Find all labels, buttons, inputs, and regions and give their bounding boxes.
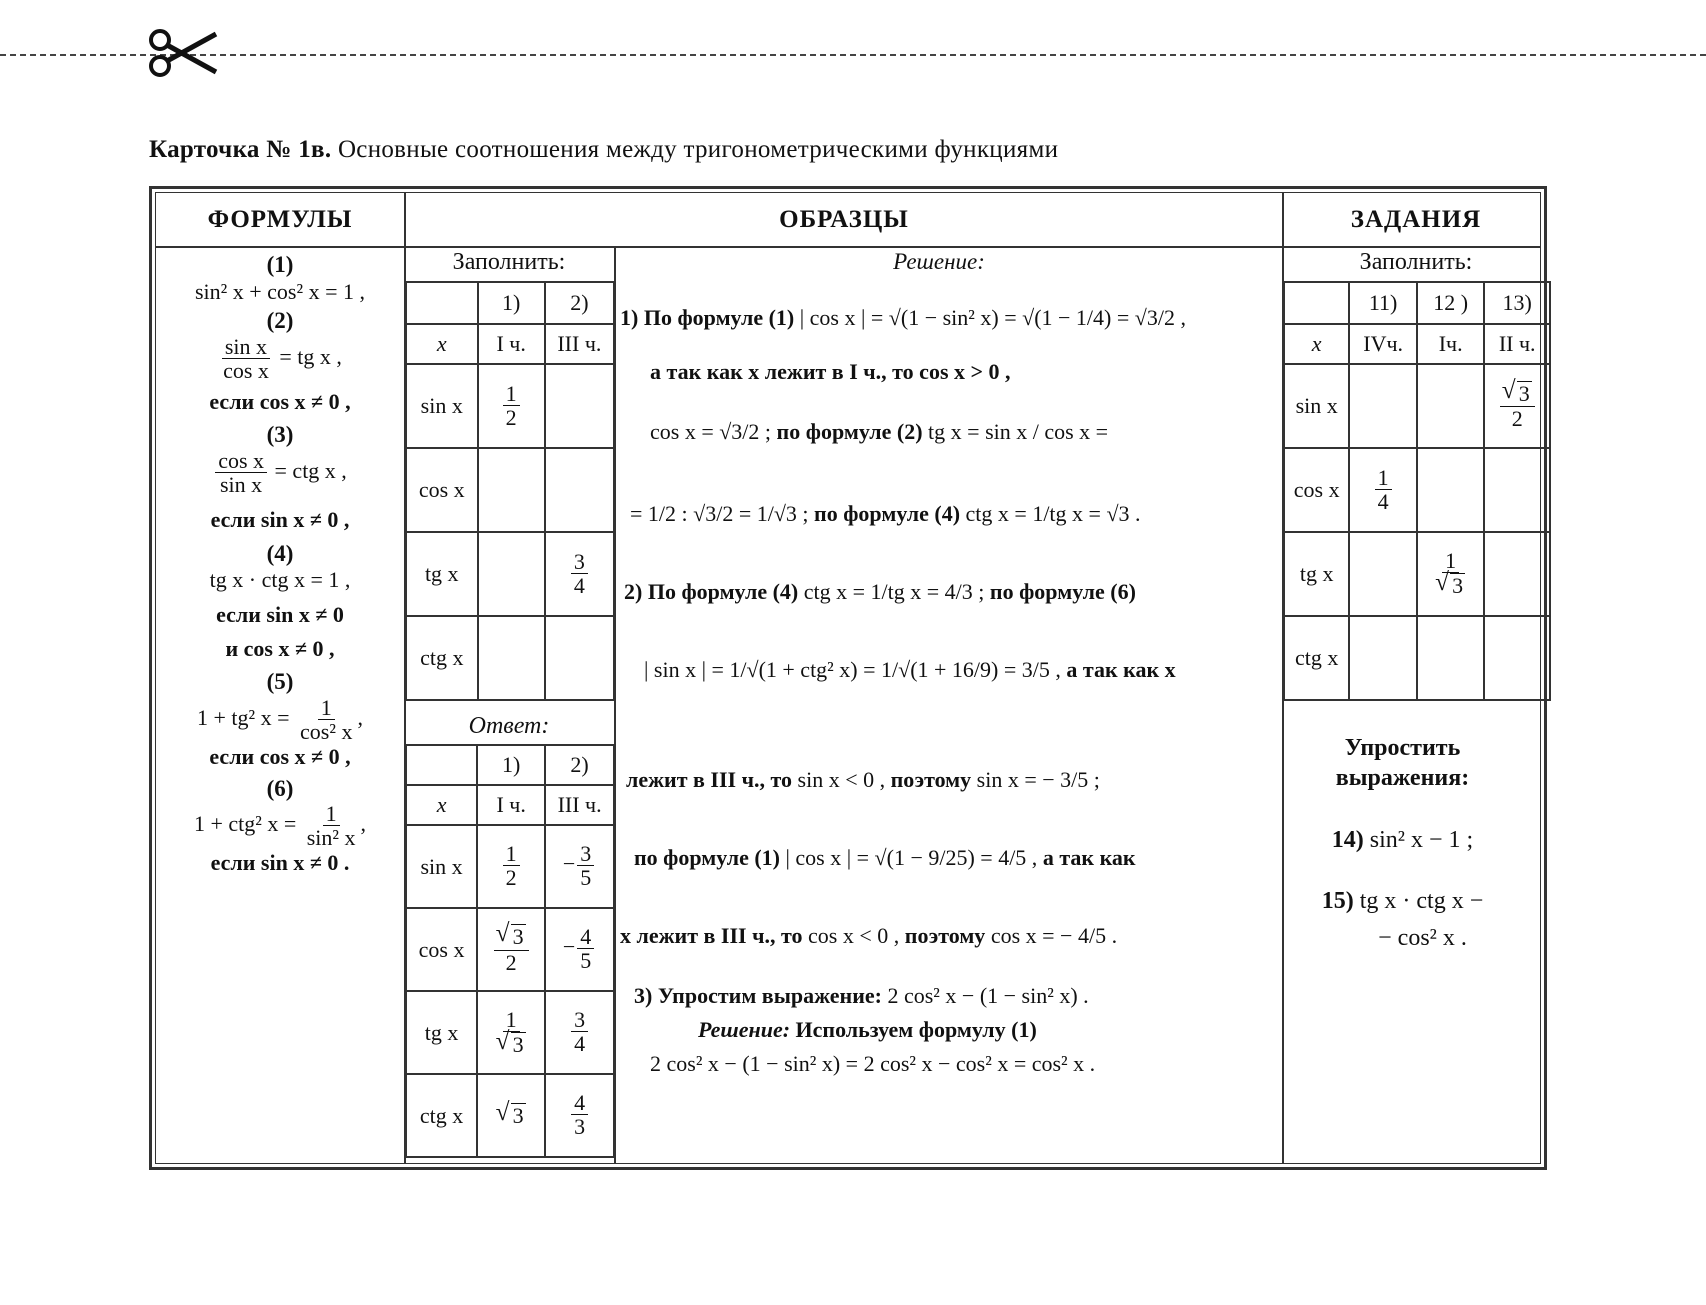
fill-row-sin: sin x bbox=[406, 364, 478, 448]
divider-solution bbox=[614, 247, 616, 1163]
simplify-title: Упростить выражения: bbox=[1335, 735, 1470, 791]
cut-line bbox=[0, 54, 1706, 56]
answer-tg-1: 1 √ 3 bbox=[477, 991, 545, 1074]
formula-2-condition: если cos x ≠ 0 , bbox=[209, 388, 351, 414]
answer-ctg-2: $\frac{4}{3}$ bbox=[545, 1074, 614, 1157]
fill-sin-1[interactable]: $\frac{1}{2}$ bbox=[478, 364, 545, 448]
solution-line-6: | sin x | = 1/√(1 + ctg² x) = 1/√(1 + 16/9) = 3/5 , а так как x bbox=[644, 657, 1176, 682]
formula-6-condition: если sin x ≠ 0 . bbox=[210, 850, 350, 876]
solution-line-7: лежит в III ч., то sin x < 0 , поэтому sin x = − 3/5 ; bbox=[626, 767, 1100, 792]
answer-x-label: x bbox=[406, 785, 477, 825]
tasks-ctg-13[interactable] bbox=[1484, 616, 1550, 700]
answer-tg-2: $\frac{3}{4}$ bbox=[545, 991, 614, 1074]
fill-quarter-3: III ч. bbox=[545, 324, 614, 364]
answer-col-2: 2) bbox=[545, 745, 614, 785]
solution-title: Решение: bbox=[893, 249, 985, 274]
tasks-tg-11[interactable] bbox=[1349, 532, 1417, 616]
formula-5-number: (5) bbox=[266, 669, 294, 695]
tasks-title: Заполнить: bbox=[1359, 249, 1473, 275]
fill-sin-2[interactable] bbox=[545, 364, 614, 448]
answer-quarter-1: I ч. bbox=[477, 785, 545, 825]
tasks-cos-11[interactable]: $\frac{1}{4}$ bbox=[1349, 448, 1417, 532]
task-15-continued: − cos² x . bbox=[1378, 925, 1467, 951]
tasks-sin-11[interactable] bbox=[1349, 364, 1417, 448]
solution-line-3: cos x = √3/2 ; по формуле (2) tg x = sin x / cos x = bbox=[650, 419, 1109, 444]
tasks-col-12: 12 ) bbox=[1417, 282, 1485, 324]
header-tasks: ЗАДАНИЯ bbox=[1350, 206, 1482, 233]
answer-sin-2: − $\frac{3}{5}$ bbox=[545, 825, 614, 908]
solution-line-11: Решение: Используем формулу (1) bbox=[698, 1017, 1037, 1042]
answer-row-sin: sin x bbox=[406, 825, 477, 908]
answer-row-tg: tg x bbox=[406, 991, 477, 1074]
tasks-x-label: x bbox=[1284, 324, 1349, 364]
solution-line-4: = 1/2 : √3/2 = 1/√3 ; по формуле (4) ctg x = 1/tg x = √3 . bbox=[630, 501, 1141, 526]
formula-5-fraction: $\frac{1}{\text{cos² x}}$ bbox=[300, 694, 353, 744]
solution-line-9: x лежит в III ч., то cos x < 0 , поэтому cos x = − 4/5 . bbox=[620, 923, 1118, 948]
fill-col-1: 1) bbox=[478, 282, 545, 324]
fill-table bbox=[405, 281, 615, 701]
card-topic: Основные соотношения между тригонометрическими функциями bbox=[337, 136, 1059, 163]
task-14: 14) sin² x − 1 ; bbox=[1331, 827, 1474, 853]
fill-cos-2[interactable] bbox=[545, 448, 614, 532]
tasks-table bbox=[1283, 281, 1551, 701]
formulas-column bbox=[156, 249, 404, 877]
formula-4-number: (4) bbox=[266, 540, 294, 566]
tasks-ctg-12[interactable] bbox=[1417, 616, 1485, 700]
fill-ctg-2[interactable] bbox=[545, 616, 614, 700]
answer-quarter-3: III ч. bbox=[545, 785, 614, 825]
formula-2-number: (2) bbox=[266, 307, 294, 333]
card-number: Карточка № 1в. bbox=[149, 136, 332, 163]
tasks-quarter-13: II ч. bbox=[1484, 324, 1550, 364]
fill-col-2: 2) bbox=[545, 282, 614, 324]
fill-row-cos: cos x bbox=[406, 448, 478, 532]
formula-1-number: (1) bbox=[266, 252, 294, 277]
solution-line-12: 2 cos² x − (1 − sin² x) = 2 cos² x − cos² x = cos² x . bbox=[650, 1051, 1096, 1076]
answer-title: Ответ: bbox=[468, 713, 550, 739]
solution-line-5: 2) По формуле (4) ctg x = 1/tg x = 4/3 ; по формуле (6) bbox=[624, 579, 1136, 604]
fill-row-tg: tg x bbox=[406, 532, 478, 616]
fill-quarter-1: I ч. bbox=[478, 324, 545, 364]
tasks-sin-13[interactable]: √ $\frac{3}{2}$ bbox=[1484, 364, 1550, 448]
formula-3-fraction: $\frac{\text{cos x}}{\text{sin x}}$ bbox=[215, 449, 267, 497]
tasks-cos-13[interactable] bbox=[1484, 448, 1550, 532]
formula-5: 1 + tg² x = $\frac{1}{\text{cos² x}}$ , bbox=[197, 694, 363, 744]
fill-row-ctg: ctg x bbox=[406, 616, 478, 700]
tasks-row-cos: cos x bbox=[1284, 448, 1349, 532]
tasks-row-tg: tg x bbox=[1284, 532, 1349, 616]
fill-title: Заполнить: bbox=[452, 249, 566, 275]
formula-6-number: (6) bbox=[266, 775, 294, 801]
answer-table bbox=[405, 744, 615, 1158]
answer-ctg-1: √ 3 bbox=[477, 1074, 545, 1157]
tasks-col-13: 13) bbox=[1484, 282, 1550, 324]
formula-2: $\frac{\text{sin x}}{\text{cos x}}$ = tg x , bbox=[156, 335, 404, 383]
formula-2-fraction: $\frac{\text{sin x}}{\text{cos x}}$ bbox=[223, 333, 269, 383]
fill-tg-2[interactable]: $\frac{3}{4}$ bbox=[545, 532, 614, 616]
solution-line-8: по формуле (1) | cos x | = √(1 − 9/25) = 4/5 , а так как bbox=[634, 845, 1136, 870]
formula-3-condition: если sin x ≠ 0 , bbox=[210, 507, 350, 533]
formula-3: $\frac{\text{cos x}}{\text{sin x}}$ = ctg x , bbox=[156, 449, 404, 497]
formula-4-condition-1: если sin x ≠ 0 bbox=[216, 601, 344, 627]
scissors-icon bbox=[146, 26, 218, 80]
formula-6-fraction: $\frac{1}{\text{sin² x}}$ bbox=[306, 801, 356, 851]
tasks-sin-12[interactable] bbox=[1417, 364, 1485, 448]
tasks-ctg-11[interactable] bbox=[1349, 616, 1417, 700]
tasks-header-empty bbox=[1284, 282, 1349, 324]
formula-6: 1 + ctg² x = $\frac{1}{\text{sin² x}}$ , bbox=[193, 801, 367, 851]
answer-cos-2: − $\frac{4}{5}$ bbox=[545, 908, 614, 991]
fill-ctg-1[interactable] bbox=[478, 616, 545, 700]
task-15: 15) tg x · ctg x − bbox=[1321, 888, 1484, 914]
card-title bbox=[149, 136, 1058, 164]
simplify-section bbox=[1254, 733, 1551, 952]
tasks-tg-13[interactable] bbox=[1484, 532, 1550, 616]
answer-col-1: 1) bbox=[477, 745, 545, 785]
answer-cos-1: √ $\frac{3}{2}$ bbox=[477, 908, 545, 991]
tasks-quarter-11: IVч. bbox=[1349, 324, 1417, 364]
formula-4: tg x · ctg x = 1 , bbox=[209, 567, 351, 593]
fill-tg-1[interactable] bbox=[478, 532, 545, 616]
formula-3-number: (3) bbox=[266, 422, 294, 448]
answer-row-ctg: ctg x bbox=[406, 1074, 477, 1157]
formula-4-condition-2: и cos x ≠ 0 , bbox=[225, 635, 335, 661]
solution-line-1: 1) По формуле (1) | cos x | = √(1 − sin² x) = √(1 − 1/4) = √3/2 , bbox=[620, 305, 1186, 330]
tasks-quarter-12: Iч. bbox=[1417, 324, 1485, 364]
tasks-tg-12[interactable]: 1 √ 3 bbox=[1417, 532, 1485, 616]
formula-1: sin² x + cos² x = 1 , bbox=[194, 278, 365, 304]
solution-line-2: а так как x лежит в I ч., то cos x > 0 , bbox=[650, 359, 1011, 384]
answer-header-empty bbox=[406, 745, 477, 785]
answer-sin-1: $\frac{1}{2}$ bbox=[477, 825, 545, 908]
answer-row-cos: cos x bbox=[406, 908, 477, 991]
fill-cos-1[interactable] bbox=[478, 448, 545, 532]
formula-5-condition: если cos x ≠ 0 , bbox=[209, 744, 351, 770]
header-samples: ОБРАЗЦЫ bbox=[779, 206, 909, 233]
header-formulas: ФОРМУЛЫ bbox=[207, 206, 353, 233]
fill-x-label: x bbox=[406, 324, 478, 364]
fill-header-empty bbox=[406, 282, 478, 324]
tasks-cos-12[interactable] bbox=[1417, 448, 1485, 532]
tasks-row-ctg: ctg x bbox=[1284, 616, 1349, 700]
tasks-row-sin: sin x bbox=[1284, 364, 1349, 448]
card-table bbox=[149, 186, 1547, 1170]
tasks-col-11: 11) bbox=[1349, 282, 1417, 324]
solution-line-10: 3) Упростим выражение: 2 cos² x − (1 − sin² x) . bbox=[634, 983, 1089, 1008]
